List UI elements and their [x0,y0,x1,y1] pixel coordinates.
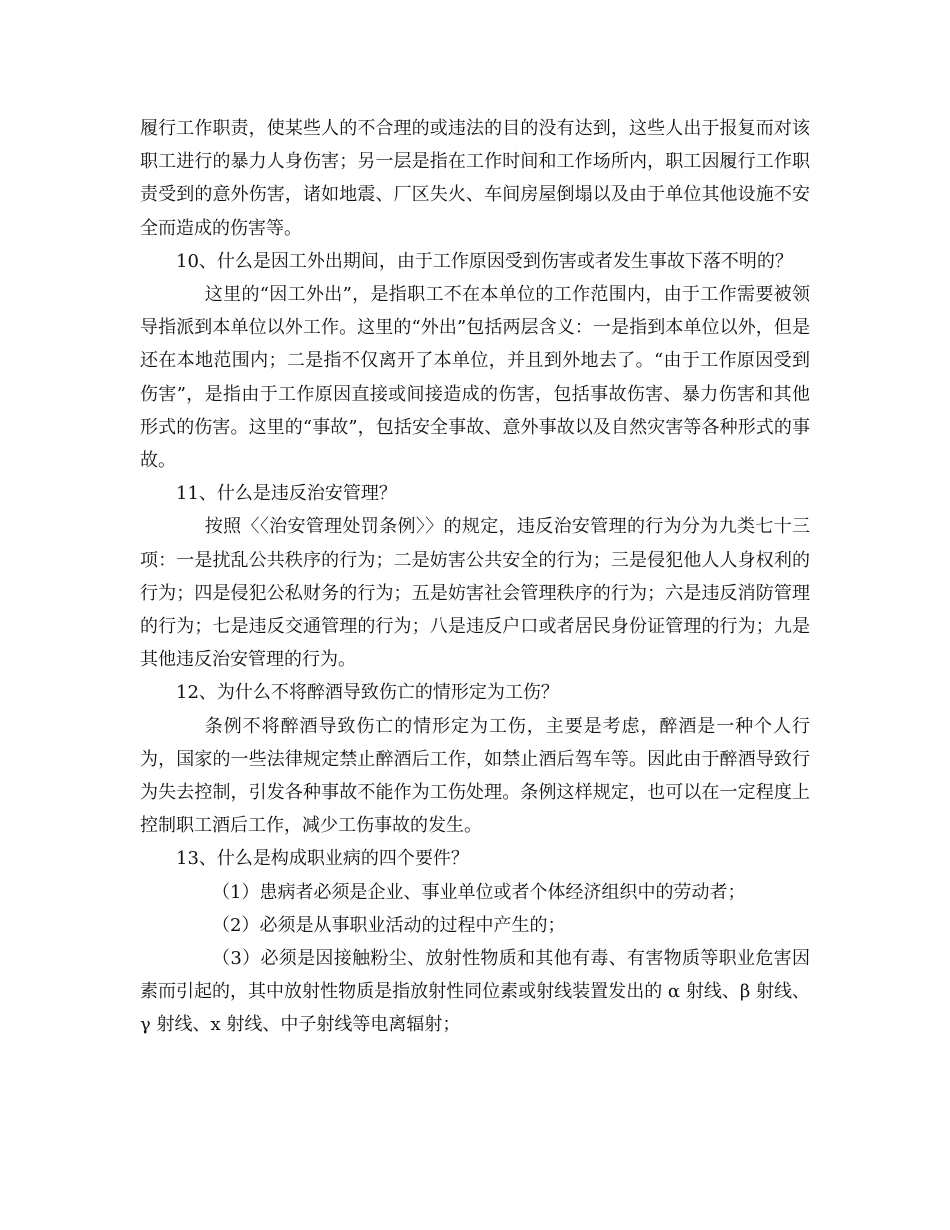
answer-10: 这里的“因工外出”，是指职工不在本单位的工作范围内，由于工作需要被领导指派到本单位以外工作。这里的“外出”包括两层含义：一是指到本单位以外，但是还在本地范围内；二是指不仅离开了本单位，并且到外地去了。“由于工作原因受到伤害”，是指由于工作原因直接或间接造成的伤害，包括事故伤害、暴力伤害和其他形式的伤害。这里的“事故”，包括安全事故、意外事故以及自然灾害等各种形式的事故。 [140,284,810,472]
answer-12: 条例不将醉酒导致伤亡的情形定为工伤，主要是考虑，醉酒是一种个人行为，国家的一些法律规定禁止醉酒后工作，如禁止酒后驾车等。因此由于醉酒导致行为失去控制，引发各种事故不能作为工伤处理。条例这样规定，也可以在一定程度上控制职工酒后工作，减少工伤事故的发生。 [140,715,810,837]
question-13: 13、什么是构成职业病的四个要件？ [176,848,469,870]
question-11: 11、什么是违反治安管理？ [176,483,397,505]
question-10: 10、什么是因工外出期间，由于工作原因受到伤害或者发生事故下落不明的？ [176,250,793,272]
requirement-3: （3）必须是因接触粉尘、放射性物质和其他有毒、有害物质等职业危害因素而引起的，其中放射性物质是指放射性同位素或射线装置发出的 α 射线、β 射线、γ 射线、x 射线、中子射线等电离辐射； [140,948,810,1036]
document-page [140,112,810,1042]
requirement-2: （2）必须是从事职业活动的过程中产生的； [212,914,566,936]
question-12: 12、为什么不将醉酒导致伤亡的情形定为工伤？ [176,682,559,704]
requirement-1: （1）患病者必须是企业、事业单位或者个体经济组织中的劳动者； [212,881,746,903]
answer-11: 按照〈〈治安管理处罚条例〉〉的规定，违反治安管理的行为分为九类七十三项：一是扰乱公共秩序的行为；二是妨害公共安全的行为；三是侵犯他人人身权利的行为；四是侵犯公私财务的行为；五是妨害社会管理秩序的行为；六是违反消防管理的行为；七是违反交通管理的行为；八是违反户口或者居民身份证管理的行为；九是其他违反治安管理的行为。 [140,516,810,671]
paragraph-continuation: 履行工作职责，使某些人的不合理的或违法的目的没有达到，这些人出于报复而对该职工进行的暴力人身伤害；另一层是指在工作时间和工作场所内，职工因履行工作职责受到的意外伤害，诸如地震、厂区失火、车间房屋倒塌以及由于单位其他设施不安全而造成的伤害等。 [140,118,810,239]
